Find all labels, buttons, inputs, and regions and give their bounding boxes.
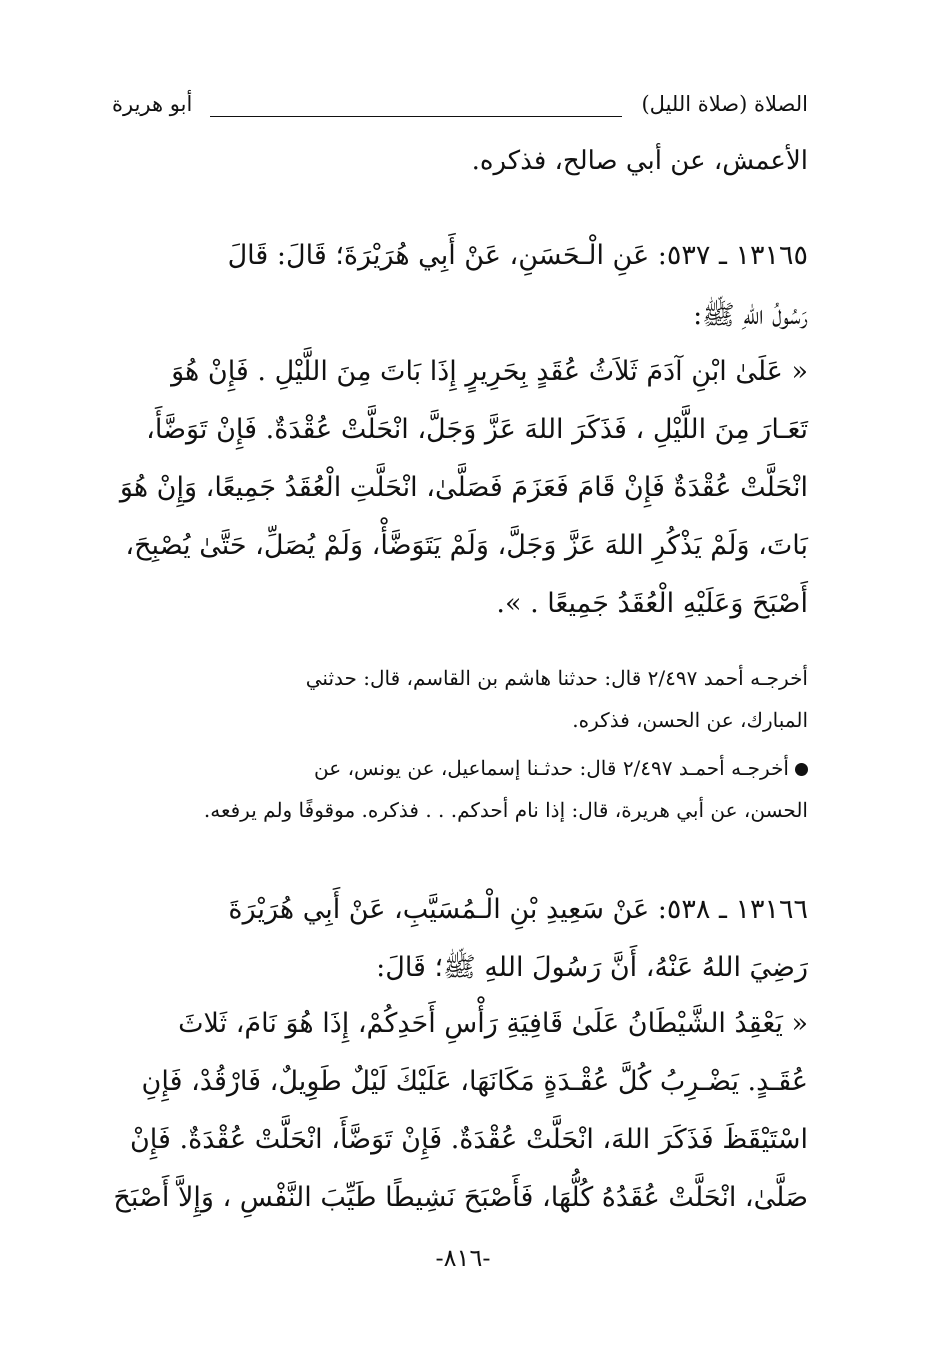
hadith-heading: ١٣١٦٥ ـ ٥٣٧: عَنِ الْـحَسَنِ، عَنْ أَبِي هُرَيْرَةَ؛ قَالَ: قَالَ bbox=[227, 240, 808, 271]
takhrij-line: أخرجـه أحمد ٢/٤٩٧ قال: حدثنا هاشم بن القاسم، قال: حدثني bbox=[305, 666, 808, 690]
hadith-text-line: أَصْبَحَ وَعَلَيْهِ الْعُقَدُ جَمِيعًا . ». bbox=[496, 588, 808, 619]
hadith-heading-cont: رَضِيَ اللهُ عَنْهُ، أَنَّ رَسُولَ اللهِ ﷺ؛ قَالَ: bbox=[376, 952, 808, 983]
takhrij-line: أخرجـه أحمـد ٢/٤٩٧ قال: حدثـنا إسماعيل، عن يونس، عن bbox=[314, 756, 808, 780]
hadith-text-line: عُقَـدٍ. يَضْـرِبُ كُلَّ عُقْـدَةٍ مَكَانَهَا، عَلَيْكَ لَيْلٌ طَوِيلٌ، فَارْقُدْ، فَإِنِ bbox=[141, 1066, 808, 1097]
takhrij-line: المبارك، عن الحسن، فذكره. bbox=[572, 708, 808, 732]
header-rule bbox=[210, 116, 622, 117]
hadith-text-line: بَاتَ، وَلَمْ يَذْكُرِ اللهَ عَزَّ وَجَلَّ، وَلَمْ يَتَوَضَّأْ، وَلَمْ يُصَلِّ، حَتَّىٰ يُصْبِحَ، bbox=[125, 530, 808, 561]
hadith-heading: ١٣١٦٦ ـ ٥٣٨: عَنْ سَعِيدِ بْنِ الْـمُسَيَّبِ، عَنْ أَبِي هُرَيْرَةَ bbox=[228, 894, 808, 925]
narrator-title: أبو هريرة bbox=[112, 92, 193, 116]
bullet-icon bbox=[795, 763, 808, 776]
chapter-title: الصلاة (صلاة الليل) bbox=[641, 92, 808, 116]
hadith-heading-cont: رَسُولُ اللهِ ﷺ: bbox=[693, 300, 808, 331]
hadith-text-line: اسْتَيْقَظَ فَذَكَرَ اللهَ، انْحَلَّتْ عُقْدَةٌ. فَإِنْ تَوَضَّأَ، انْحَلَّتْ عُقْدَةٌ. فَإِنْ bbox=[129, 1124, 808, 1155]
hadith-text-line: صَلَّىٰ، انْحَلَّتْ عُقَدُهُ كُلُّهَا، فَأَصْبَحَ نَشِيطًا طَيِّبَ النَّفْسِ ، وَإِلاَّ أَصْبَحَ bbox=[113, 1182, 808, 1213]
hadith-text-line: « يَعْقِدُ الشَّيْطَانُ عَلَىٰ قَافِيَةِ رَأْسِ أَحَدِكُمْ، إِذَا هُوَ نَامَ، ثَلاثَ bbox=[178, 1008, 808, 1039]
hadith-text-line: تَعَـارَ مِنَ اللَّيْلِ ، فَذَكَرَ اللهَ عَزَّ وَجَلَّ، انْحَلَّتْ عُقْدَةٌ. فَإِنْ تَوَضَّأَ، bbox=[146, 414, 808, 445]
running-header bbox=[112, 92, 808, 124]
hadith-text-line: انْحَلَّتْ عُقْدَةٌ فَإِنْ قَامَ فَعَزَمَ فَصَلَّىٰ، انْحَلَّتِ الْعُقَدُ جَمِيعًا، وَإِنْ هُوَ bbox=[119, 472, 808, 503]
continuation-line: الأعمش، عن أبي صالح، فذكره. bbox=[471, 146, 808, 176]
hadith-text-line: « عَلَىٰ ابْنِ آدَمَ ثَلاَثُ عُقَدٍ بِحَرِيرٍ إِذَا بَاتَ مِنَ اللَّيْلِ . فَإِنْ هُوَ bbox=[171, 356, 808, 387]
page-number: -٨١٦- bbox=[435, 1244, 491, 1272]
takhrij-line: الحسن، عن أبي هريرة، قال: إذا نام أحدكم. . . فذكره. موقوفًا ولم يرفعه. bbox=[203, 798, 808, 822]
